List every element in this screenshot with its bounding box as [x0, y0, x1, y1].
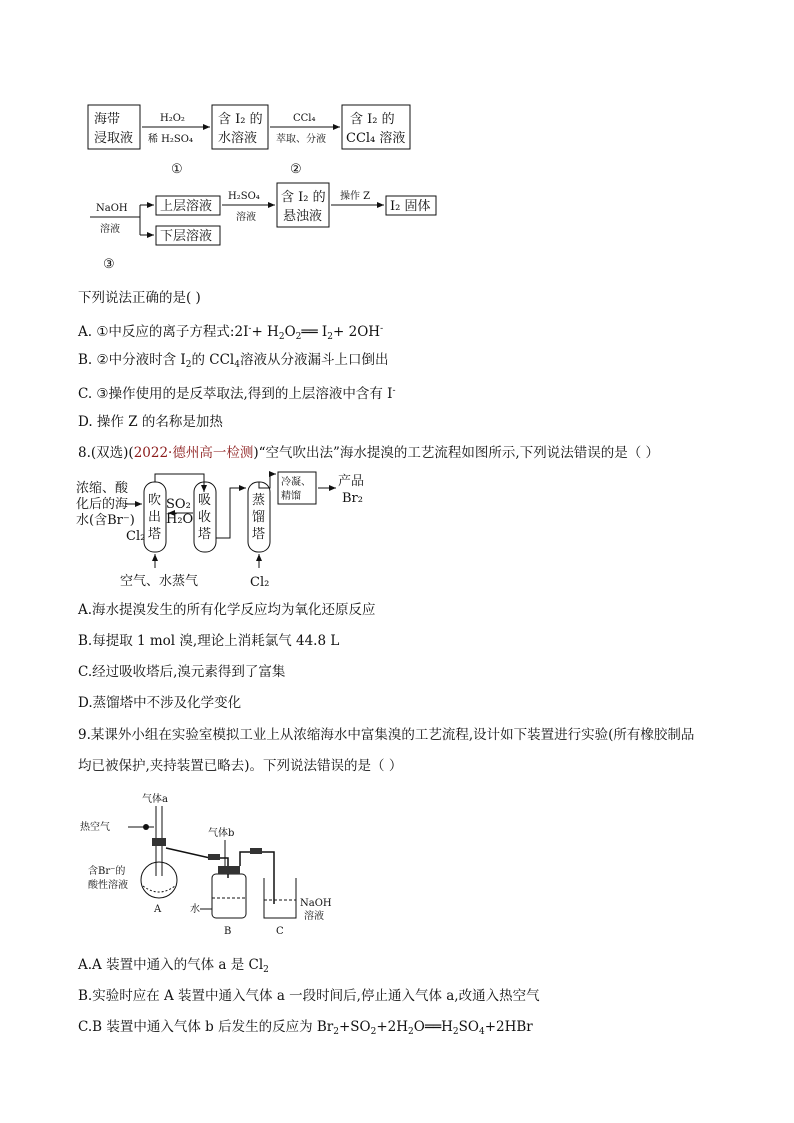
box-i2-ccl4-l2: CCl₄ 溶液: [346, 131, 406, 146]
label-b: B: [224, 926, 232, 937]
feed-l1: 浓缩、酸: [76, 481, 129, 496]
q9-option-b[interactable]: B.实验时应在 A 装置中通入气体 a 一段时间后,停止通入气体 a,改通入热空气: [78, 988, 540, 1004]
arrow2-bottom: 萃取、分液: [276, 134, 326, 145]
naoh-label-l1: NaOH: [96, 203, 128, 214]
naoh-label-l2: 溶液: [100, 224, 120, 235]
svg-text:吹: 吹: [148, 493, 162, 508]
svg-text:塔: 塔: [252, 527, 266, 542]
bottle-b: [212, 874, 246, 918]
cl2-bottom: Cl₂: [250, 575, 270, 590]
step1-label: ①: [171, 162, 183, 177]
arrow1-top: H₂O₂: [160, 113, 185, 124]
box-i2-ccl4-l1: 含 I₂ 的: [350, 112, 395, 127]
q8-option-c[interactable]: C.经过吸收塔后,溴元素得到了富集: [78, 664, 286, 680]
label-c: C: [276, 926, 284, 937]
water-label: 水: [190, 904, 200, 915]
product-l1: 产品: [338, 474, 365, 489]
box-haidai-l1: 海带: [94, 112, 121, 127]
naoh-l2: 溶液: [304, 911, 324, 922]
cl2-left: Cl₂: [126, 529, 146, 544]
svg-text:冷凝、: 冷凝、: [281, 477, 311, 488]
box-suspension-l1: 含 I₂ 的: [281, 190, 326, 205]
step2-label: ②: [290, 162, 302, 177]
q8-stem: 8.(双选)(2022·德州高一检测)“空气吹出法”海水提溴的工艺流程如图所示,下列说法错误的是（ ）: [78, 445, 659, 461]
step3-label: ③: [103, 257, 115, 272]
box-solid-text: I₂ 固体: [390, 199, 431, 214]
svg-text:塔: 塔: [148, 527, 162, 542]
apparatus-diagram: [70, 786, 370, 942]
hot-air-label: 热空气: [80, 822, 110, 833]
q9-stem-line2: 均已被保护,夹持装置已略去)。下列说法错误的是（ ）: [78, 758, 403, 774]
box-upper-text: 上层溶液: [160, 199, 213, 214]
so2-label: SO₂: [166, 497, 191, 512]
svg-text:收: 收: [198, 510, 212, 525]
feed-l2: 化后的海: [76, 497, 129, 512]
flask-a: [141, 862, 177, 898]
q7-option-a[interactable]: A. ①中反应的离子方程式:2I-+ $H_2O_2══$ $I_2+ 2OH^-$: [78, 324, 384, 342]
naoh-l1: NaOH: [300, 898, 332, 909]
box-lower-text: 下层溶液: [160, 229, 213, 244]
box-i2-aq-l1: 含 I₂ 的: [218, 112, 263, 127]
arrow3-top: H₂SO₄: [228, 191, 260, 202]
solution-l1: 含Br⁻的: [88, 866, 126, 877]
svg-text:出: 出: [148, 510, 162, 525]
box-haidai-l2: 浸取液: [94, 131, 134, 146]
arrow3-bottom: 溶液: [236, 212, 256, 223]
q9-option-c[interactable]: C.B 装置中通入气体 b 后发生的反应为 $Br_2+SO_2+2H_2O══H_2SO_4+2HBr$: [78, 1019, 533, 1037]
feed-l3: 水(含Br⁻): [76, 513, 135, 528]
svg-text:馏: 馏: [252, 510, 266, 525]
air-label: 空气、水蒸气: [120, 574, 199, 589]
arrow1-bottom: 稀 H₂SO₄: [148, 134, 193, 145]
box-suspension-l2: 悬浊液: [283, 209, 323, 224]
q9-stem-line1: 9.某课外小组在实验室模拟工业上从浓缩海水中富集溴的工艺流程,设计如下装置进行实验(所有橡胶制品: [78, 727, 695, 743]
q7-stem: 下列说法正确的是( ): [78, 290, 201, 306]
bromine-flow-diagram: [70, 468, 390, 596]
q9-option-a[interactable]: A.A 装置中通入的气体 a 是 $Cl_2$: [78, 957, 269, 975]
svg-text:塔: 塔: [198, 527, 212, 542]
label-a: A: [154, 904, 162, 915]
arrow4-top: 操作 Z: [340, 191, 371, 202]
svg-text:蒸: 蒸: [252, 493, 266, 508]
h2o-label: H₂O: [166, 512, 194, 527]
q7-option-d[interactable]: D. 操作 Z 的名称是加热: [78, 414, 223, 430]
q8-source: 2022·德州高一检测: [133, 445, 254, 461]
q8-option-a[interactable]: A.海水提溴发生的所有化学反应均为氧化还原反应: [78, 602, 376, 618]
product-l2: Br₂: [342, 491, 363, 506]
iodine-flow-diagram: [0, 95, 794, 275]
solution-l2: 酸性溶液: [88, 880, 128, 891]
q7-option-c[interactable]: C. ③操作使用的是反萃取法,得到的上层溶液中含有 I-: [78, 386, 396, 402]
arrow2-top: CCl₄: [293, 113, 316, 124]
q8-option-b[interactable]: B.每提取 1 mol 溴,理论上消耗氯气 44.8 L: [78, 633, 340, 649]
gas-b-label: 气体b: [208, 828, 235, 839]
q7-option-b[interactable]: B. ②中分液时含 $I_2$的 CCl$_4$溶液从分液漏斗上口倒出: [78, 352, 389, 370]
beaker-c: [264, 878, 296, 918]
svg-text:吸: 吸: [198, 493, 212, 508]
q8-option-d[interactable]: D.蒸馏塔中不涉及化学变化: [78, 695, 242, 711]
svg-text:精馏: 精馏: [281, 491, 301, 502]
gas-a-label: 气体a: [142, 794, 168, 805]
box-i2-aq-l2: 水溶液: [218, 131, 258, 146]
